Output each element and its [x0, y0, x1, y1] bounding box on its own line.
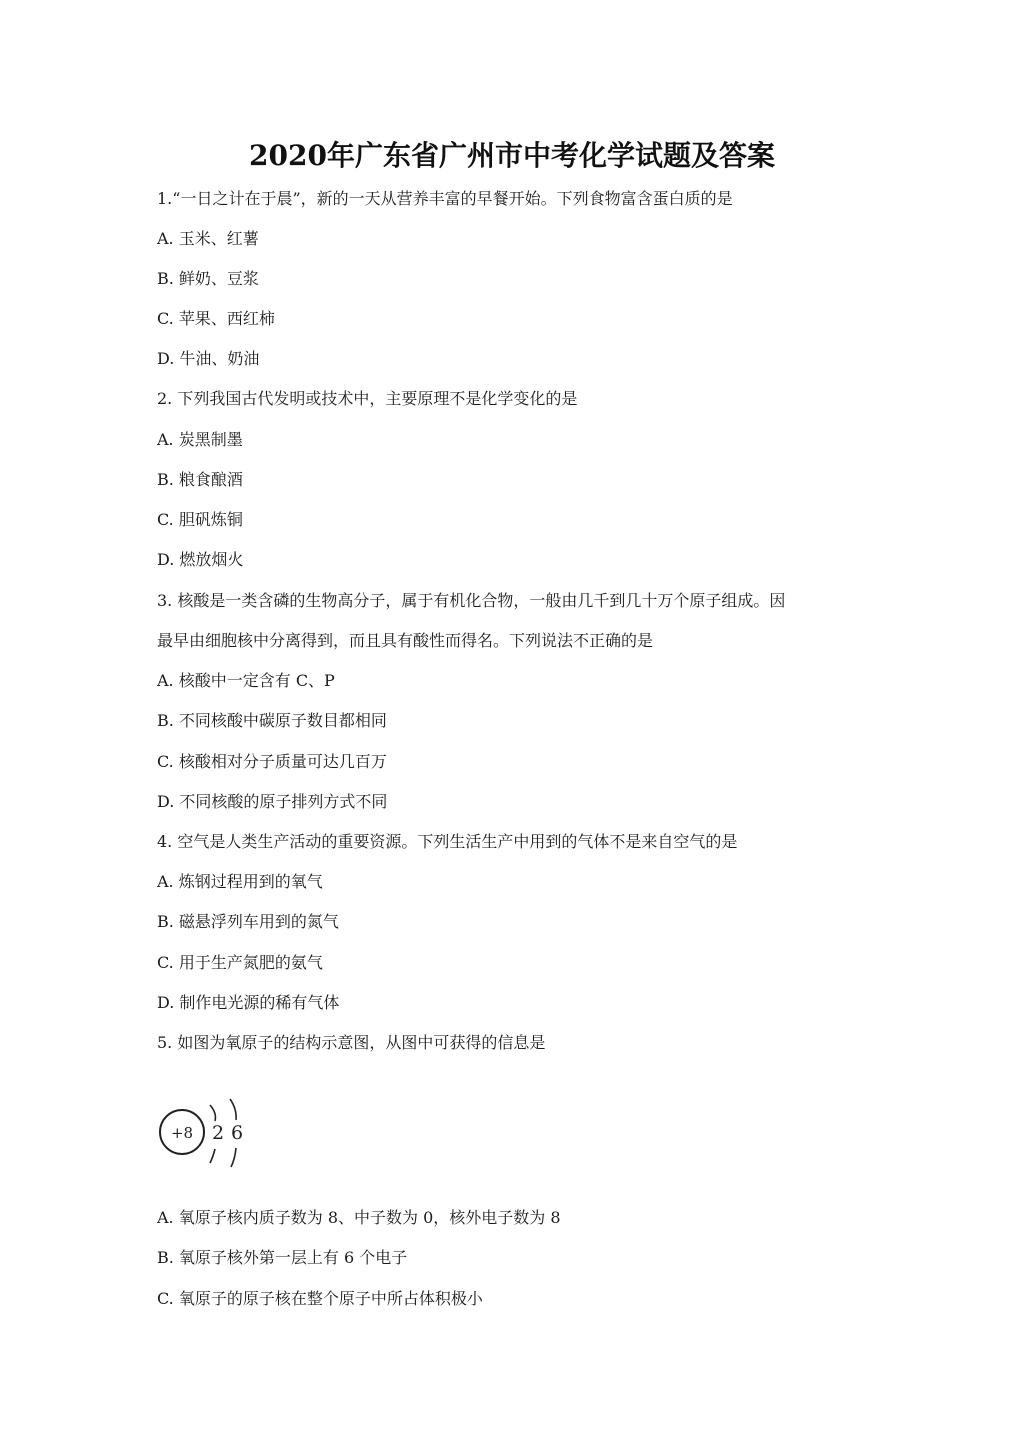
question-1-option-a: A. 玉米、红薯: [157, 229, 259, 248]
question-3-option-b: B. 不同核酸中碳原子数目都相同: [157, 711, 387, 730]
question-3-stem-line-2: 最早由细胞核中分离得到，而且具有酸性而得名。下列说法不正确的是: [157, 631, 654, 650]
question-1-stem: 1.“一日之计在于晨”，新的一天从营养丰富的早餐开始。下列食物富含蛋白质的是: [157, 189, 733, 208]
question-2-option-c: C. 胆矾炼铜: [157, 510, 243, 529]
page-title: 2020年广东省广州市中考化学试题及答案: [249, 139, 775, 172]
question-2-option-d: D. 燃放烟火: [157, 550, 244, 569]
shell-2-upper-arc: [230, 1099, 236, 1120]
shell-1-upper-arc: [210, 1105, 215, 1121]
question-2-option-b: B. 粮食酿酒: [157, 470, 243, 489]
question-4-option-c: C. 用于生产氮肥的氨气: [157, 953, 323, 972]
question-4-stem: 4. 空气是人类生产活动的重要资源。下列生活生产中用到的气体不是来自空气的是: [157, 832, 738, 851]
question-5-option-b: B. 氧原子核外第一层上有 6 个电子: [157, 1248, 408, 1267]
question-4-option-b: B. 磁悬浮列车用到的氮气: [157, 912, 339, 931]
question-3-option-d: D. 不同核酸的原子排列方式不同: [157, 792, 388, 811]
oxygen-atom-structure-diagram: [155, 1093, 255, 1173]
shell-2-lower-arc: [231, 1148, 236, 1167]
nucleus-charge-label: +8: [170, 1124, 194, 1142]
question-5-option-c: C. 氧原子的原子核在整个原子中所占体积极小: [157, 1289, 483, 1308]
question-3-option-a: A. 核酸中一定含有 C、P: [157, 671, 335, 690]
question-3-option-c: C. 核酸相对分子质量可达几百万: [157, 752, 387, 771]
question-2-stem: 2. 下列我国古代发明或技术中，主要原理不是化学变化的是: [157, 389, 578, 408]
question-3-stem-line-1: 3. 核酸是一类含磷的生物高分子，属于有机化合物，一般由几千到几十万个原子组成。因: [157, 591, 786, 610]
shell-1-electrons-label: 2: [211, 1122, 225, 1144]
question-5-stem: 5. 如图为氧原子的结构示意图，从图中可获得的信息是: [157, 1033, 546, 1052]
shell-1-lower-arc: [210, 1149, 215, 1163]
question-4-option-a: A. 炼钢过程用到的氧气: [157, 872, 323, 891]
question-1-option-d: D. 牛油、奶油: [157, 349, 260, 368]
question-1-option-b: B. 鲜奶、豆浆: [157, 269, 259, 288]
shell-2-electrons-label: 6: [230, 1122, 244, 1144]
question-4-option-d: D. 制作电光源的稀有气体: [157, 993, 340, 1012]
question-2-option-a: A. 炭黑制墨: [157, 430, 243, 449]
question-5-option-a: A. 氧原子核内质子数为 8、中子数为 0，核外电子数为 8: [157, 1208, 561, 1227]
question-1-option-c: C. 苹果、西红柿: [157, 309, 275, 328]
